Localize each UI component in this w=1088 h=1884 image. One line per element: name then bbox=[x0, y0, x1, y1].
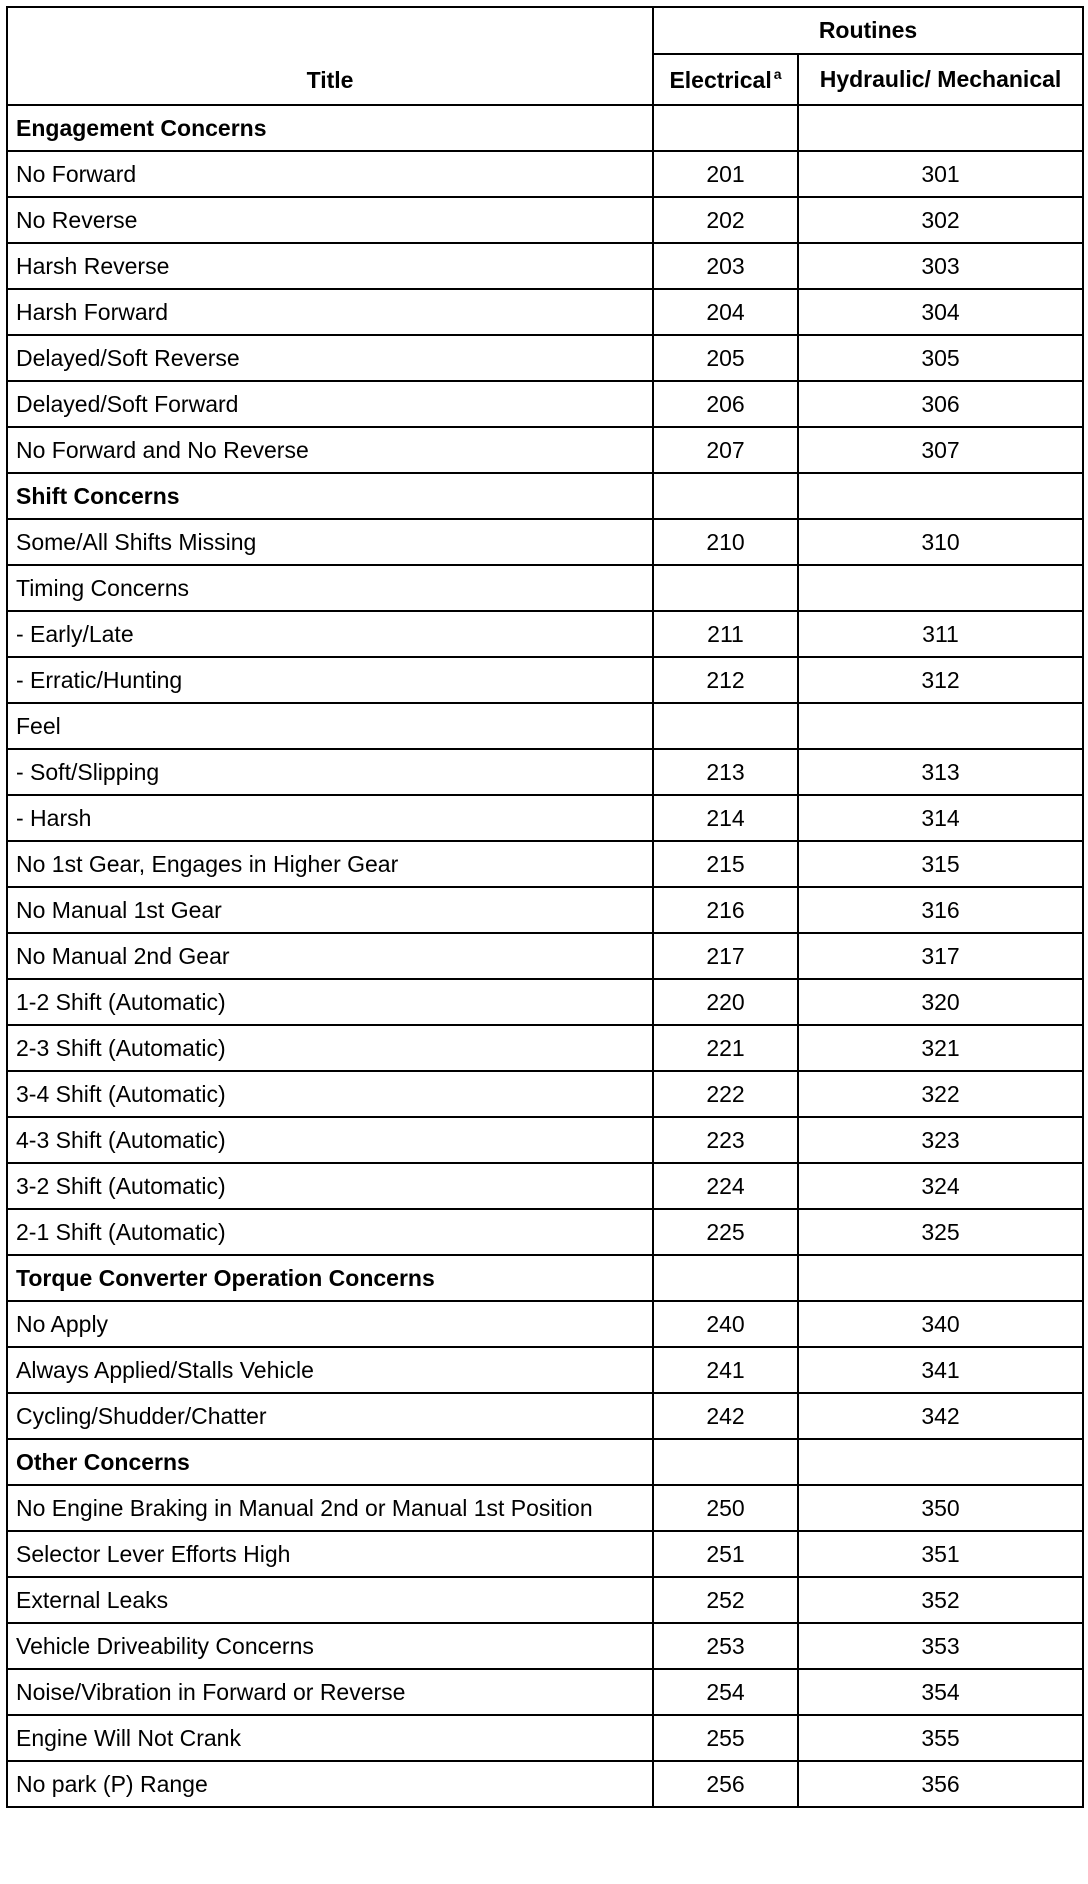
section-title-cell: Engagement Concerns bbox=[7, 105, 653, 151]
row-title-cell: - Harsh bbox=[7, 795, 653, 841]
title-column-header: Title bbox=[7, 7, 653, 105]
table-row bbox=[7, 151, 1083, 197]
row-title-cell: No 1st Gear, Engages in Higher Gear bbox=[7, 841, 653, 887]
hydraulic-routine-cell: 303 bbox=[798, 243, 1083, 289]
row-title-cell: 2-1 Shift (Automatic) bbox=[7, 1209, 653, 1255]
table-row bbox=[7, 243, 1083, 289]
electrical-routine-cell: 213 bbox=[653, 749, 798, 795]
electrical-routine-cell: 214 bbox=[653, 795, 798, 841]
electrical-routine-cell bbox=[653, 703, 798, 749]
electrical-routine-cell: 222 bbox=[653, 1071, 798, 1117]
table-row bbox=[7, 1301, 1083, 1347]
row-title-cell: No Reverse bbox=[7, 197, 653, 243]
hydraulic-routine-cell: 324 bbox=[798, 1163, 1083, 1209]
row-title-cell: Timing Concerns bbox=[7, 565, 653, 611]
table-row bbox=[7, 933, 1083, 979]
hydraulic-routine-cell: 350 bbox=[798, 1485, 1083, 1531]
electrical-routine-cell bbox=[653, 105, 798, 151]
electrical-column-header bbox=[653, 54, 798, 105]
header-row-top bbox=[7, 7, 1083, 54]
section-title-cell: Shift Concerns bbox=[7, 473, 653, 519]
electrical-routine-cell: 241 bbox=[653, 1347, 798, 1393]
table-row bbox=[7, 519, 1083, 565]
hydraulic-routine-cell: 340 bbox=[798, 1301, 1083, 1347]
hydraulic-routine-cell: 315 bbox=[798, 841, 1083, 887]
routines-table bbox=[6, 6, 1084, 1808]
electrical-routine-cell: 221 bbox=[653, 1025, 798, 1071]
table-row bbox=[7, 1623, 1083, 1669]
row-title-cell: 1-2 Shift (Automatic) bbox=[7, 979, 653, 1025]
electrical-routine-cell: 201 bbox=[653, 151, 798, 197]
electrical-label: Electrical bbox=[669, 66, 772, 93]
hydraulic-routine-cell: 322 bbox=[798, 1071, 1083, 1117]
hydraulic-routine-cell: 304 bbox=[798, 289, 1083, 335]
section-header-row bbox=[7, 1255, 1083, 1301]
table-row bbox=[7, 289, 1083, 335]
row-title-cell: Noise/Vibration in Forward or Reverse bbox=[7, 1669, 653, 1715]
table-row bbox=[7, 703, 1083, 749]
row-title-cell: Vehicle Driveability Concerns bbox=[7, 1623, 653, 1669]
hydraulic-routine-cell: 355 bbox=[798, 1715, 1083, 1761]
electrical-routine-cell: 217 bbox=[653, 933, 798, 979]
row-title-cell: No Forward bbox=[7, 151, 653, 197]
electrical-routine-cell: 207 bbox=[653, 427, 798, 473]
row-title-cell: - Erratic/Hunting bbox=[7, 657, 653, 703]
row-title-cell: No Apply bbox=[7, 1301, 653, 1347]
row-title-cell: 3-4 Shift (Automatic) bbox=[7, 1071, 653, 1117]
hydraulic-routine-cell bbox=[798, 565, 1083, 611]
hydraulic-routine-cell: 311 bbox=[798, 611, 1083, 657]
electrical-routine-cell bbox=[653, 565, 798, 611]
hydraulic-routine-cell: 354 bbox=[798, 1669, 1083, 1715]
electrical-routine-cell: 205 bbox=[653, 335, 798, 381]
hydraulic-routine-cell: 325 bbox=[798, 1209, 1083, 1255]
row-title-cell: Engine Will Not Crank bbox=[7, 1715, 653, 1761]
section-title-cell: Other Concerns bbox=[7, 1439, 653, 1485]
electrical-routine-cell: 211 bbox=[653, 611, 798, 657]
electrical-routine-cell: 203 bbox=[653, 243, 798, 289]
table-row bbox=[7, 795, 1083, 841]
row-title-cell: No Manual 1st Gear bbox=[7, 887, 653, 933]
row-title-cell: - Soft/Slipping bbox=[7, 749, 653, 795]
hydraulic-routine-cell: 301 bbox=[798, 151, 1083, 197]
table-row bbox=[7, 657, 1083, 703]
table-row bbox=[7, 335, 1083, 381]
electrical-routine-cell: 206 bbox=[653, 381, 798, 427]
electrical-routine-cell: 202 bbox=[653, 197, 798, 243]
hydraulic-routine-cell: 356 bbox=[798, 1761, 1083, 1807]
row-title-cell: No Forward and No Reverse bbox=[7, 427, 653, 473]
row-title-cell: Cycling/Shudder/Chatter bbox=[7, 1393, 653, 1439]
table-row bbox=[7, 749, 1083, 795]
hydraulic-routine-cell: 353 bbox=[798, 1623, 1083, 1669]
electrical-routine-cell: 212 bbox=[653, 657, 798, 703]
row-title-cell: Harsh Forward bbox=[7, 289, 653, 335]
row-title-cell: No Engine Braking in Manual 2nd or Manual 1st Position bbox=[7, 1485, 653, 1531]
section-header-row bbox=[7, 473, 1083, 519]
section-header-row bbox=[7, 1439, 1083, 1485]
table-row bbox=[7, 1715, 1083, 1761]
electrical-routine-cell: 224 bbox=[653, 1163, 798, 1209]
electrical-routine-cell bbox=[653, 473, 798, 519]
table-row bbox=[7, 1117, 1083, 1163]
hydraulic-routine-cell: 310 bbox=[798, 519, 1083, 565]
row-title-cell: - Early/Late bbox=[7, 611, 653, 657]
electrical-routine-cell: 210 bbox=[653, 519, 798, 565]
hydraulic-routine-cell: 312 bbox=[798, 657, 1083, 703]
table-row bbox=[7, 427, 1083, 473]
table-row bbox=[7, 1163, 1083, 1209]
row-title-cell: Some/All Shifts Missing bbox=[7, 519, 653, 565]
table-row bbox=[7, 611, 1083, 657]
table-row bbox=[7, 1761, 1083, 1807]
electrical-routine-cell: 215 bbox=[653, 841, 798, 887]
electrical-routine-cell: 254 bbox=[653, 1669, 798, 1715]
hydraulic-routine-cell: 316 bbox=[798, 887, 1083, 933]
row-title-cell: No Manual 2nd Gear bbox=[7, 933, 653, 979]
electrical-routine-cell: 253 bbox=[653, 1623, 798, 1669]
row-title-cell: No park (P) Range bbox=[7, 1761, 653, 1807]
hydraulic-routine-cell bbox=[798, 105, 1083, 151]
table-row bbox=[7, 1485, 1083, 1531]
table-row bbox=[7, 1669, 1083, 1715]
hydraulic-routine-cell: 321 bbox=[798, 1025, 1083, 1071]
row-title-cell: 4-3 Shift (Automatic) bbox=[7, 1117, 653, 1163]
table-row bbox=[7, 1071, 1083, 1117]
electrical-routine-cell: 252 bbox=[653, 1577, 798, 1623]
hydraulic-routine-cell bbox=[798, 1255, 1083, 1301]
electrical-routine-cell bbox=[653, 1255, 798, 1301]
table-row bbox=[7, 841, 1083, 887]
table-row bbox=[7, 565, 1083, 611]
table-row bbox=[7, 197, 1083, 243]
electrical-footnote-marker: a bbox=[773, 65, 782, 82]
hydraulic-routine-cell: 314 bbox=[798, 795, 1083, 841]
row-title-cell: External Leaks bbox=[7, 1577, 653, 1623]
hydraulic-routine-cell: 317 bbox=[798, 933, 1083, 979]
electrical-routine-cell: 255 bbox=[653, 1715, 798, 1761]
row-title-cell: Delayed/Soft Reverse bbox=[7, 335, 653, 381]
hydraulic-mechanical-column-header: Hydraulic/ Mechanical bbox=[798, 54, 1083, 105]
hydraulic-routine-cell bbox=[798, 473, 1083, 519]
electrical-routine-cell: 223 bbox=[653, 1117, 798, 1163]
row-title-cell: 2-3 Shift (Automatic) bbox=[7, 1025, 653, 1071]
row-title-cell: 3-2 Shift (Automatic) bbox=[7, 1163, 653, 1209]
hydraulic-routine-cell: 351 bbox=[798, 1531, 1083, 1577]
table-row bbox=[7, 381, 1083, 427]
table-row bbox=[7, 887, 1083, 933]
electrical-routine-cell: 240 bbox=[653, 1301, 798, 1347]
hydraulic-routine-cell: 302 bbox=[798, 197, 1083, 243]
hydraulic-routine-cell: 323 bbox=[798, 1117, 1083, 1163]
row-title-cell: Delayed/Soft Forward bbox=[7, 381, 653, 427]
hydraulic-routine-cell: 342 bbox=[798, 1393, 1083, 1439]
row-title-cell: Feel bbox=[7, 703, 653, 749]
table-row bbox=[7, 1393, 1083, 1439]
routines-column-header: Routines bbox=[653, 7, 1083, 54]
electrical-routine-cell: 216 bbox=[653, 887, 798, 933]
electrical-routine-cell: 251 bbox=[653, 1531, 798, 1577]
electrical-routine-cell: 220 bbox=[653, 979, 798, 1025]
electrical-routine-cell: 242 bbox=[653, 1393, 798, 1439]
row-title-cell: Selector Lever Efforts High bbox=[7, 1531, 653, 1577]
electrical-routine-cell: 204 bbox=[653, 289, 798, 335]
hydraulic-routine-cell bbox=[798, 703, 1083, 749]
electrical-routine-cell: 250 bbox=[653, 1485, 798, 1531]
hydraulic-routine-cell: 320 bbox=[798, 979, 1083, 1025]
hydraulic-routine-cell: 341 bbox=[798, 1347, 1083, 1393]
table-row bbox=[7, 1209, 1083, 1255]
row-title-cell: Harsh Reverse bbox=[7, 243, 653, 289]
section-title-cell: Torque Converter Operation Concerns bbox=[7, 1255, 653, 1301]
table-row bbox=[7, 979, 1083, 1025]
electrical-routine-cell bbox=[653, 1439, 798, 1485]
hydraulic-routine-cell: 307 bbox=[798, 427, 1083, 473]
table-body bbox=[7, 105, 1083, 1807]
hydraulic-routine-cell: 305 bbox=[798, 335, 1083, 381]
hydraulic-routine-cell: 313 bbox=[798, 749, 1083, 795]
hydraulic-routine-cell: 306 bbox=[798, 381, 1083, 427]
table-row bbox=[7, 1531, 1083, 1577]
section-header-row bbox=[7, 105, 1083, 151]
electrical-routine-cell: 256 bbox=[653, 1761, 798, 1807]
table-row bbox=[7, 1577, 1083, 1623]
row-title-cell: Always Applied/Stalls Vehicle bbox=[7, 1347, 653, 1393]
hydraulic-routine-cell bbox=[798, 1439, 1083, 1485]
table-row bbox=[7, 1025, 1083, 1071]
table-row bbox=[7, 1347, 1083, 1393]
electrical-routine-cell: 225 bbox=[653, 1209, 798, 1255]
hydraulic-routine-cell: 352 bbox=[798, 1577, 1083, 1623]
